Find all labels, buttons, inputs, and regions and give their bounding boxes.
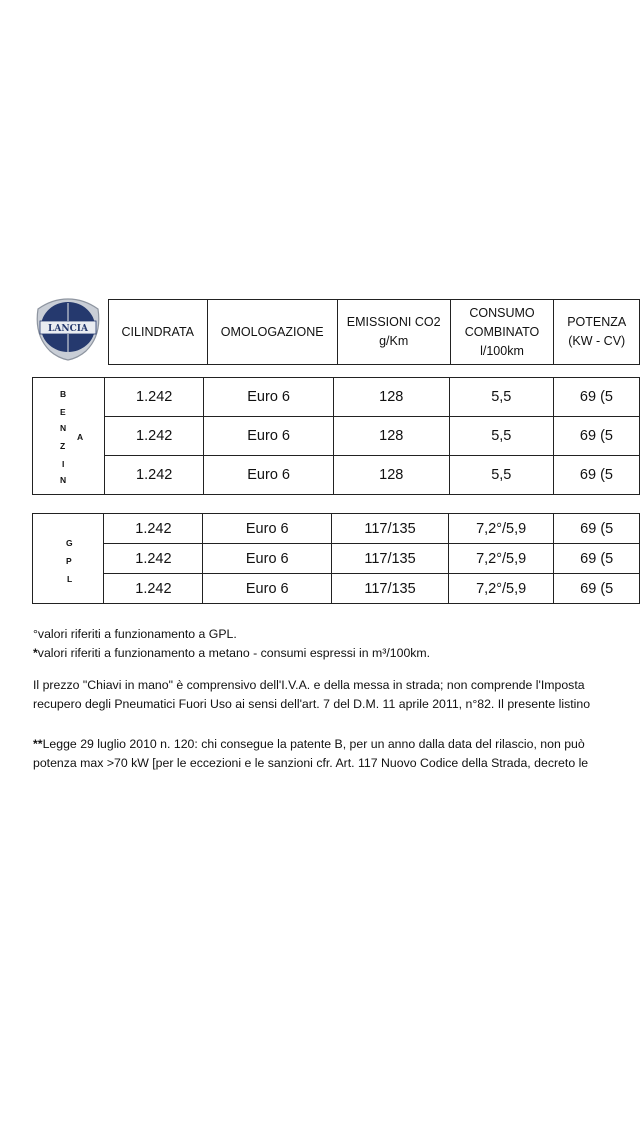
cell-emissioni: 117/135 [332,514,449,544]
cell-consumo: 5,5 [449,456,553,495]
cell-potenza: 69 (5 [554,544,640,574]
header-potenza: POTENZA (KW - CV) [554,300,640,365]
lancia-logo [34,297,102,361]
cell-emissioni: 117/135 [332,544,449,574]
cell-consumo: 5,5 [449,417,553,456]
header-emissioni: EMISSIONI CO2 g/Km [337,300,450,365]
fuel-label-gpl: G P L [33,514,104,604]
table-row [33,574,640,604]
cell-omologazione: Euro 6 [204,456,333,495]
header-cilindrata: CILINDRATA [109,300,208,365]
fuel-label-benzina: B E N Z I N A [33,378,105,495]
note-legge-text: Legge 29 luglio 2010 n. 120: chi consegue la patente B, per un anno dalla data del rilascio, non può [42,737,585,751]
cell-potenza: 69 (5 [553,456,639,495]
cell-consumo: 5,5 [449,378,553,417]
cell-potenza: 69 (5 [554,574,640,604]
note-prezzo-line-1: Il prezzo "Chiavi in mano" è comprensivo dell'I.V.A. e della messa in strada; non comprende l'Imposta [33,678,585,692]
gpl-table [32,513,640,604]
note-metano-text: valori riferiti a funzionamento a metano - consumi espressi in m³/100km. [37,646,431,660]
cell-omologazione: Euro 6 [203,544,332,574]
cell-emissioni: 128 [333,417,449,456]
table-row [33,417,640,456]
note-prezzo-line-2: recupero degli Pneumatici Fuori Uso ai sensi dell'art. 7 del D.M. 11 aprile 2011, n°82. Il presente listino [33,697,591,711]
cell-cilindrata: 1.242 [104,574,203,604]
header-row [109,300,640,365]
benzina-table [32,377,640,495]
cell-emissioni: 128 [333,378,449,417]
table-row [33,544,640,574]
cell-omologazione: Euro 6 [203,514,332,544]
cell-consumo: 7,2°/5,9 [448,544,553,574]
header-table [108,299,640,365]
cell-cilindrata: 1.242 [104,378,203,417]
logo-text: LANCIA [48,324,88,334]
header-consumo: CONSUMO COMBINATO l/100km [450,300,554,365]
table-row [33,514,640,544]
note-gpl: °valori riferiti a funzionamento a GPL. [33,627,237,641]
cell-consumo: 7,2°/5,9 [448,514,553,544]
cell-emissioni: 128 [333,456,449,495]
cell-potenza: 69 (5 [553,378,639,417]
note-legge-line-1 [33,735,585,754]
note-legge-line-2: potenza max >70 kW [per le eccezioni e le sanzioni cfr. Art. 117 Nuovo Codice della Strada, decreto le [33,756,589,770]
cell-cilindrata: 1.242 [104,514,203,544]
cell-cilindrata: 1.242 [104,456,203,495]
cell-consumo: 7,2°/5,9 [448,574,553,604]
note-metano-mark: * [33,646,38,660]
note-metano [33,644,430,663]
cell-potenza: 69 (5 [554,514,640,544]
table-row [33,456,640,495]
header-omologazione: OMOLOGAZIONE [207,300,337,365]
cell-omologazione: Euro 6 [203,574,332,604]
cell-cilindrata: 1.242 [104,544,203,574]
cell-cilindrata: 1.242 [104,417,203,456]
table-row [33,378,640,417]
cell-omologazione: Euro 6 [204,378,333,417]
cell-omologazione: Euro 6 [204,417,333,456]
note-legge-mark: ** [33,737,43,751]
cell-potenza: 69 (5 [553,417,639,456]
cell-emissioni: 117/135 [332,574,449,604]
